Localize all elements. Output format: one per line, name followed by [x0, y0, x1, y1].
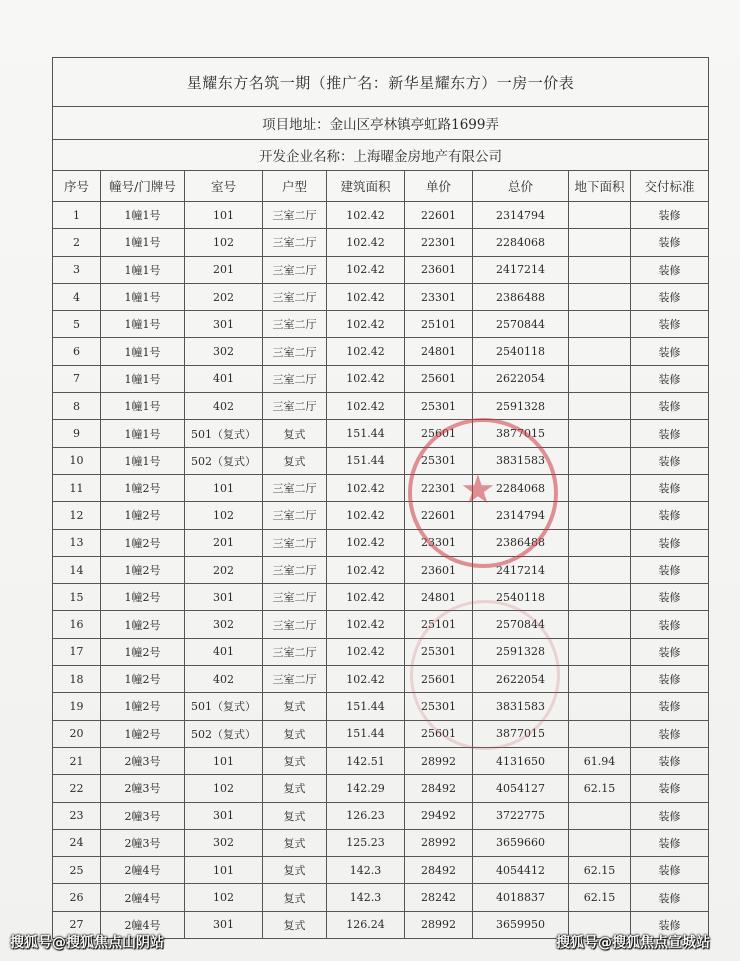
cell-room: 402	[185, 393, 263, 420]
column-header: 单价	[405, 171, 473, 202]
cell-index: 26	[53, 884, 101, 911]
cell-area: 102.42	[327, 283, 405, 310]
cell-layout: 三室二厅	[263, 202, 327, 229]
cell-delivery: 装修	[631, 202, 709, 229]
cell-area: 126.24	[327, 911, 405, 938]
table-row	[53, 502, 709, 529]
cell-unit-price: 25301	[405, 693, 473, 720]
cell-basement-area	[569, 474, 631, 501]
cell-room: 301	[185, 802, 263, 829]
cell-total-price: 2622054	[473, 365, 569, 392]
table-row	[53, 666, 709, 693]
watermark-right: 搜狐号@搜狐焦点宣城站	[556, 935, 710, 951]
cell-basement-area	[569, 638, 631, 665]
cell-building: 1幢2号	[101, 666, 185, 693]
table-row	[53, 638, 709, 665]
cell-total-price: 4054127	[473, 775, 569, 802]
cell-unit-price: 25601	[405, 420, 473, 447]
cell-layout: 三室二厅	[263, 529, 327, 556]
cell-index: 8	[53, 393, 101, 420]
cell-unit-price: 22601	[405, 202, 473, 229]
cell-delivery: 装修	[631, 611, 709, 638]
cell-building: 1幢2号	[101, 720, 185, 747]
cell-building: 2幢4号	[101, 884, 185, 911]
cell-delivery: 装修	[631, 420, 709, 447]
cell-unit-price: 25101	[405, 611, 473, 638]
cell-area: 126.23	[327, 802, 405, 829]
table-row	[53, 720, 709, 747]
column-header: 交付标准	[631, 171, 709, 202]
cell-unit-price: 22601	[405, 502, 473, 529]
cell-layout: 三室二厅	[263, 638, 327, 665]
cell-building: 1幢1号	[101, 229, 185, 256]
column-header: 户型	[263, 171, 327, 202]
table-row	[53, 529, 709, 556]
cell-building: 1幢2号	[101, 474, 185, 501]
cell-room: 401	[185, 638, 263, 665]
cell-total-price: 2386488	[473, 283, 569, 310]
cell-total-price: 3831583	[473, 447, 569, 474]
cell-area: 102.42	[327, 338, 405, 365]
table-row	[53, 393, 709, 420]
cell-delivery: 装修	[631, 229, 709, 256]
cell-building: 1幢1号	[101, 447, 185, 474]
cell-area: 142.51	[327, 747, 405, 774]
cell-index: 2	[53, 229, 101, 256]
cell-room: 302	[185, 829, 263, 856]
cell-room: 301	[185, 311, 263, 338]
table-row	[53, 474, 709, 501]
cell-layout: 三室二厅	[263, 256, 327, 283]
cell-unit-price: 28492	[405, 775, 473, 802]
cell-unit-price: 25301	[405, 638, 473, 665]
cell-unit-price: 25601	[405, 365, 473, 392]
cell-layout: 三室二厅	[263, 584, 327, 611]
cell-unit-price: 23301	[405, 283, 473, 310]
cell-index: 16	[53, 611, 101, 638]
price-table-wrapper	[52, 57, 708, 939]
cell-basement-area	[569, 283, 631, 310]
cell-total-price: 2284068	[473, 474, 569, 501]
cell-area: 102.42	[327, 393, 405, 420]
cell-basement-area	[569, 502, 631, 529]
table-title: 星耀东方名筑一期（推广名：新华星耀东方）一房一价表	[53, 58, 709, 107]
cell-building: 1幢2号	[101, 584, 185, 611]
column-header: 地下面积	[569, 171, 631, 202]
cell-unit-price: 28492	[405, 857, 473, 884]
cell-layout: 复式	[263, 802, 327, 829]
column-header: 总价	[473, 171, 569, 202]
cell-unit-price: 28992	[405, 829, 473, 856]
cell-total-price: 2540118	[473, 338, 569, 365]
header-row	[53, 171, 709, 202]
cell-delivery: 装修	[631, 556, 709, 583]
cell-layout: 复式	[263, 829, 327, 856]
cell-unit-price: 28242	[405, 884, 473, 911]
cell-building: 1幢2号	[101, 693, 185, 720]
table-row	[53, 447, 709, 474]
cell-basement-area	[569, 556, 631, 583]
column-header: 序号	[53, 171, 101, 202]
cell-delivery: 装修	[631, 911, 709, 938]
cell-index: 12	[53, 502, 101, 529]
cell-unit-price: 23301	[405, 529, 473, 556]
price-table	[52, 57, 709, 939]
table-row	[53, 338, 709, 365]
cell-index: 7	[53, 365, 101, 392]
cell-layout: 三室二厅	[263, 365, 327, 392]
cell-index: 17	[53, 638, 101, 665]
cell-basement-area	[569, 611, 631, 638]
table-row	[53, 829, 709, 856]
cell-basement-area	[569, 311, 631, 338]
cell-basement-area	[569, 393, 631, 420]
cell-index: 4	[53, 283, 101, 310]
cell-total-price: 3877015	[473, 720, 569, 747]
cell-room: 101	[185, 747, 263, 774]
cell-delivery: 装修	[631, 447, 709, 474]
column-header: 幢号/门牌号	[101, 171, 185, 202]
table-row	[53, 311, 709, 338]
cell-unit-price: 28992	[405, 911, 473, 938]
cell-basement-area: 62.15	[569, 884, 631, 911]
cell-total-price: 2591328	[473, 638, 569, 665]
cell-delivery: 装修	[631, 393, 709, 420]
cell-building: 1幢1号	[101, 256, 185, 283]
cell-total-price: 4054412	[473, 857, 569, 884]
table-row	[53, 584, 709, 611]
cell-layout: 复式	[263, 747, 327, 774]
cell-delivery: 装修	[631, 584, 709, 611]
cell-building: 1幢1号	[101, 311, 185, 338]
developer-name: 开发企业名称：上海曜金房地产有限公司	[53, 140, 709, 171]
cell-layout: 三室二厅	[263, 556, 327, 583]
cell-basement-area	[569, 447, 631, 474]
table-row	[53, 884, 709, 911]
cell-index: 20	[53, 720, 101, 747]
cell-total-price: 2386488	[473, 529, 569, 556]
cell-room: 102	[185, 229, 263, 256]
cell-basement-area	[569, 802, 631, 829]
cell-room: 201	[185, 529, 263, 556]
cell-delivery: 装修	[631, 638, 709, 665]
cell-unit-price: 25601	[405, 666, 473, 693]
cell-layout: 三室二厅	[263, 393, 327, 420]
cell-room: 501（复式）	[185, 693, 263, 720]
cell-layout: 三室二厅	[263, 229, 327, 256]
cell-total-price: 4018837	[473, 884, 569, 911]
cell-index: 6	[53, 338, 101, 365]
cell-delivery: 装修	[631, 311, 709, 338]
cell-delivery: 装修	[631, 747, 709, 774]
cell-basement-area: 62.15	[569, 775, 631, 802]
column-header: 建筑面积	[327, 171, 405, 202]
cell-delivery: 装修	[631, 775, 709, 802]
cell-area: 151.44	[327, 720, 405, 747]
cell-index: 22	[53, 775, 101, 802]
table-row	[53, 202, 709, 229]
cell-area: 102.42	[327, 502, 405, 529]
cell-basement-area	[569, 666, 631, 693]
cell-area: 142.29	[327, 775, 405, 802]
cell-index: 19	[53, 693, 101, 720]
cell-index: 15	[53, 584, 101, 611]
cell-unit-price: 24801	[405, 584, 473, 611]
cell-index: 13	[53, 529, 101, 556]
cell-room: 101	[185, 857, 263, 884]
cell-unit-price: 25301	[405, 393, 473, 420]
cell-basement-area	[569, 584, 631, 611]
cell-delivery: 装修	[631, 857, 709, 884]
cell-basement-area	[569, 229, 631, 256]
cell-unit-price: 28992	[405, 747, 473, 774]
cell-delivery: 装修	[631, 802, 709, 829]
cell-unit-price: 25101	[405, 311, 473, 338]
cell-building: 2幢3号	[101, 829, 185, 856]
cell-building: 1幢1号	[101, 338, 185, 365]
cell-layout: 三室二厅	[263, 283, 327, 310]
cell-area: 102.42	[327, 202, 405, 229]
cell-index: 14	[53, 556, 101, 583]
table-row	[53, 802, 709, 829]
cell-total-price: 2284068	[473, 229, 569, 256]
cell-room: 101	[185, 474, 263, 501]
cell-room: 102	[185, 502, 263, 529]
cell-total-price: 3831583	[473, 693, 569, 720]
cell-area: 102.42	[327, 256, 405, 283]
cell-delivery: 装修	[631, 256, 709, 283]
cell-index: 10	[53, 447, 101, 474]
cell-room: 302	[185, 338, 263, 365]
cell-room: 502（复式）	[185, 447, 263, 474]
cell-basement-area	[569, 529, 631, 556]
cell-room: 401	[185, 365, 263, 392]
cell-basement-area	[569, 365, 631, 392]
cell-building: 2幢4号	[101, 857, 185, 884]
cell-unit-price: 25601	[405, 720, 473, 747]
watermark-left: 搜狐号@搜狐焦点山阴站	[10, 935, 164, 951]
cell-total-price: 2417214	[473, 256, 569, 283]
cell-unit-price: 22301	[405, 229, 473, 256]
cell-layout: 复式	[263, 857, 327, 884]
seal-star-icon: ★	[460, 467, 496, 513]
cell-layout: 复式	[263, 693, 327, 720]
cell-room: 502（复式）	[185, 720, 263, 747]
cell-total-price: 2314794	[473, 202, 569, 229]
cell-building: 2幢3号	[101, 775, 185, 802]
cell-room: 101	[185, 202, 263, 229]
cell-total-price: 2570844	[473, 611, 569, 638]
cell-layout: 复式	[263, 911, 327, 938]
cell-delivery: 装修	[631, 666, 709, 693]
table-row	[53, 693, 709, 720]
cell-unit-price: 22301	[405, 474, 473, 501]
cell-room: 302	[185, 611, 263, 638]
cell-delivery: 装修	[631, 283, 709, 310]
cell-total-price: 2314794	[473, 502, 569, 529]
cell-room: 301	[185, 911, 263, 938]
cell-area: 102.42	[327, 584, 405, 611]
cell-building: 2幢3号	[101, 802, 185, 829]
cell-area: 151.44	[327, 693, 405, 720]
cell-room: 501（复式）	[185, 420, 263, 447]
cell-total-price: 2591328	[473, 393, 569, 420]
cell-total-price: 4131650	[473, 747, 569, 774]
cell-building: 1幢2号	[101, 502, 185, 529]
cell-area: 142.3	[327, 884, 405, 911]
project-address: 项目地址：金山区亭林镇亭虹路1699弄	[53, 107, 709, 140]
cell-index: 27	[53, 911, 101, 938]
cell-layout: 复式	[263, 884, 327, 911]
cell-unit-price: 23601	[405, 556, 473, 583]
cell-layout: 三室二厅	[263, 611, 327, 638]
cell-total-price: 2570844	[473, 311, 569, 338]
cell-delivery: 装修	[631, 884, 709, 911]
cell-building: 1幢1号	[101, 393, 185, 420]
cell-index: 25	[53, 857, 101, 884]
cell-area: 102.42	[327, 666, 405, 693]
table-row	[53, 775, 709, 802]
cell-room: 301	[185, 584, 263, 611]
cell-index: 9	[53, 420, 101, 447]
cell-layout: 三室二厅	[263, 502, 327, 529]
cell-delivery: 装修	[631, 720, 709, 747]
cell-area: 102.42	[327, 365, 405, 392]
cell-area: 102.42	[327, 529, 405, 556]
cell-delivery: 装修	[631, 693, 709, 720]
cell-building: 2幢4号	[101, 911, 185, 938]
cell-area: 125.23	[327, 829, 405, 856]
cell-building: 1幢2号	[101, 611, 185, 638]
cell-basement-area	[569, 202, 631, 229]
cell-area: 102.42	[327, 474, 405, 501]
cell-index: 1	[53, 202, 101, 229]
cell-basement-area: 61.94	[569, 747, 631, 774]
cell-delivery: 装修	[631, 529, 709, 556]
cell-delivery: 装修	[631, 829, 709, 856]
cell-room: 102	[185, 775, 263, 802]
cell-basement-area	[569, 720, 631, 747]
table-row	[53, 747, 709, 774]
cell-index: 23	[53, 802, 101, 829]
table-row	[53, 857, 709, 884]
cell-room: 402	[185, 666, 263, 693]
cell-delivery: 装修	[631, 338, 709, 365]
cell-room: 201	[185, 256, 263, 283]
column-header: 室号	[185, 171, 263, 202]
cell-room: 102	[185, 884, 263, 911]
cell-index: 11	[53, 474, 101, 501]
cell-area: 102.42	[327, 556, 405, 583]
cell-layout: 复式	[263, 720, 327, 747]
cell-area: 151.44	[327, 420, 405, 447]
cell-total-price: 2540118	[473, 584, 569, 611]
cell-area: 151.44	[327, 447, 405, 474]
cell-layout: 三室二厅	[263, 474, 327, 501]
cell-index: 24	[53, 829, 101, 856]
cell-basement-area	[569, 256, 631, 283]
cell-building: 1幢2号	[101, 556, 185, 583]
cell-building: 1幢2号	[101, 638, 185, 665]
cell-area: 102.42	[327, 611, 405, 638]
cell-layout: 三室二厅	[263, 666, 327, 693]
cell-index: 21	[53, 747, 101, 774]
cell-basement-area	[569, 693, 631, 720]
cell-area: 102.42	[327, 311, 405, 338]
cell-unit-price: 24801	[405, 338, 473, 365]
table-row	[53, 229, 709, 256]
cell-building: 1幢1号	[101, 283, 185, 310]
table-row	[53, 365, 709, 392]
cell-delivery: 装修	[631, 474, 709, 501]
cell-basement-area	[569, 420, 631, 447]
table-row	[53, 256, 709, 283]
cell-total-price: 2622054	[473, 666, 569, 693]
cell-area: 102.42	[327, 638, 405, 665]
cell-total-price: 3877015	[473, 420, 569, 447]
cell-total-price: 2417214	[473, 556, 569, 583]
cell-room: 202	[185, 283, 263, 310]
cell-layout: 复式	[263, 420, 327, 447]
cell-basement-area	[569, 829, 631, 856]
table-row	[53, 420, 709, 447]
cell-area: 142.3	[327, 857, 405, 884]
table-row	[53, 283, 709, 310]
cell-index: 5	[53, 311, 101, 338]
cell-building: 2幢3号	[101, 747, 185, 774]
cell-building: 1幢1号	[101, 420, 185, 447]
table-row	[53, 611, 709, 638]
cell-area: 102.42	[327, 229, 405, 256]
cell-total-price: 3722775	[473, 802, 569, 829]
table-row	[53, 556, 709, 583]
cell-layout: 复式	[263, 447, 327, 474]
cell-index: 3	[53, 256, 101, 283]
cell-layout: 复式	[263, 775, 327, 802]
cell-building: 1幢1号	[101, 365, 185, 392]
cell-unit-price: 25301	[405, 447, 473, 474]
cell-room: 202	[185, 556, 263, 583]
cell-unit-price: 29492	[405, 802, 473, 829]
cell-total-price: 3659950	[473, 911, 569, 938]
cell-delivery: 装修	[631, 365, 709, 392]
cell-delivery: 装修	[631, 502, 709, 529]
cell-basement-area: 62.15	[569, 857, 631, 884]
cell-total-price: 3659660	[473, 829, 569, 856]
cell-index: 18	[53, 666, 101, 693]
cell-unit-price: 23601	[405, 256, 473, 283]
cell-layout: 三室二厅	[263, 311, 327, 338]
cell-building: 1幢1号	[101, 202, 185, 229]
cell-basement-area	[569, 338, 631, 365]
cell-building: 1幢2号	[101, 529, 185, 556]
cell-layout: 三室二厅	[263, 338, 327, 365]
